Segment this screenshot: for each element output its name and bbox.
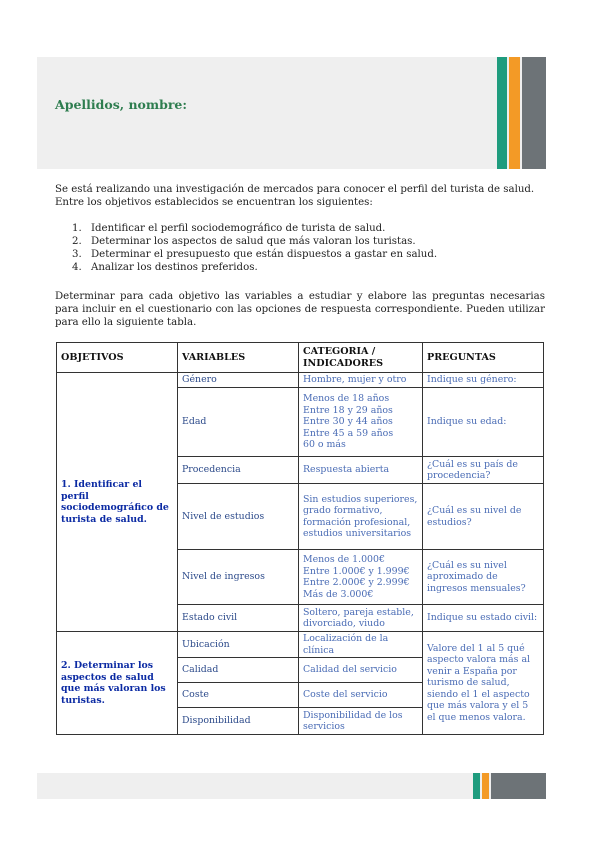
footer-band (37, 773, 546, 799)
question-cell: ¿Cuál es su nivel de estudios? (423, 484, 544, 550)
variable-cell: Nivel de estudios (178, 484, 299, 550)
footer-orange-stripe (482, 773, 489, 799)
category-cell: Disponibilidad de los servicios (299, 708, 423, 735)
table-row (57, 632, 544, 658)
category-cell: Soltero, pareja estable, divorciado, viudo (299, 605, 423, 632)
list-item: 1. Identificar el perfil sociodemográfico de turista de salud. (72, 223, 386, 234)
question-cell: ¿Cuál es su país de procedencia? (423, 457, 544, 484)
list-item: 2. Determinar los aspectos de salud que más valoran los turistas. (72, 236, 416, 247)
category-cell: Sin estudios superiores, grado formativo, formación profesional, estudios universitarios (299, 484, 423, 550)
footer-green-stripe (473, 773, 480, 799)
header-band (37, 57, 546, 169)
question-cell: Indique su género: (423, 373, 544, 388)
question-cell: Indique su estado civil: (423, 605, 544, 632)
intro-line-1: Se está realizando una investigación de mercados para conocer el perfil del turista de salud. (55, 184, 535, 195)
header-categoria: CATEGORIA / INDICADORES (299, 343, 423, 373)
category-cell: Menos de 18 años Entre 18 y 29 años Entre 30 y 44 años Entre 45 a 59 años 60 o más (299, 388, 423, 457)
task-paragraph: Determinar para cada objetivo las variables a estudiar y elabore las preguntas necesarias para incluir en el cuestionario con las opciones de respuesta correspondiente. Pueden utilizar para ello la siguiente tabla. (55, 291, 545, 328)
variable-cell: Procedencia (178, 457, 299, 484)
objectives-table (56, 342, 544, 735)
table-header-row (57, 343, 544, 373)
header-objetivos: OBJETIVOS (57, 343, 178, 373)
category-cell: Hombre, mujer y otro (299, 373, 423, 388)
variable-cell: Género (178, 373, 299, 388)
intro-text (55, 183, 545, 209)
objective-2-question-cell: Valore del 1 al 5 qué aspecto valora más al venir a España por turismo de salud, siendo el 1 el aspecto que más valora y el 5 el que menos valora. (423, 632, 544, 735)
variable-cell: Estado civil (178, 605, 299, 632)
variable-cell: Calidad (178, 658, 299, 683)
category-cell: Respuesta abierta (299, 457, 423, 484)
orange-stripe (509, 57, 520, 169)
header-preguntas: PREGUNTAS (423, 343, 544, 373)
category-cell: Menos de 1.000€ Entre 1.000€ y 1.999€ Entre 2.000€ y 2.999€ Más de 3.000€ (299, 550, 423, 605)
question-cell: Indique su edad: (423, 388, 544, 457)
list-item: 4. Analizar los destinos preferidos. (72, 262, 258, 273)
header-variables: VARIABLES (178, 343, 299, 373)
footer-gray-stripe (491, 773, 546, 799)
category-cell: Coste del servicio (299, 683, 423, 708)
name-field-label: Apellidos, nombre: (55, 97, 188, 112)
category-cell: Localización de la clínica (299, 632, 423, 658)
objective-1-cell: 1. Identificar el perfil sociodemográfico de turista de salud. (57, 373, 178, 632)
variable-cell: Nivel de ingresos (178, 550, 299, 605)
objective-2-cell: 2. Determinar los aspectos de salud que más valoran los turistas. (57, 632, 178, 735)
gray-stripe (522, 57, 546, 169)
question-cell: ¿Cuál es su nivel aproximado de ingresos mensuales? (423, 550, 544, 605)
variable-cell: Coste (178, 683, 299, 708)
objectives-list (72, 222, 437, 274)
table-row (57, 373, 544, 388)
intro-line-2: Entre los objetivos establecidos se encuentran los siguientes: (55, 197, 373, 208)
variable-cell: Ubicación (178, 632, 299, 658)
green-stripe (497, 57, 507, 169)
category-cell: Calidad del servicio (299, 658, 423, 683)
variable-cell: Edad (178, 388, 299, 457)
list-item: 3. Determinar el presupuesto que están dispuestos a gastar en salud. (72, 249, 438, 260)
variable-cell: Disponibilidad (178, 708, 299, 735)
